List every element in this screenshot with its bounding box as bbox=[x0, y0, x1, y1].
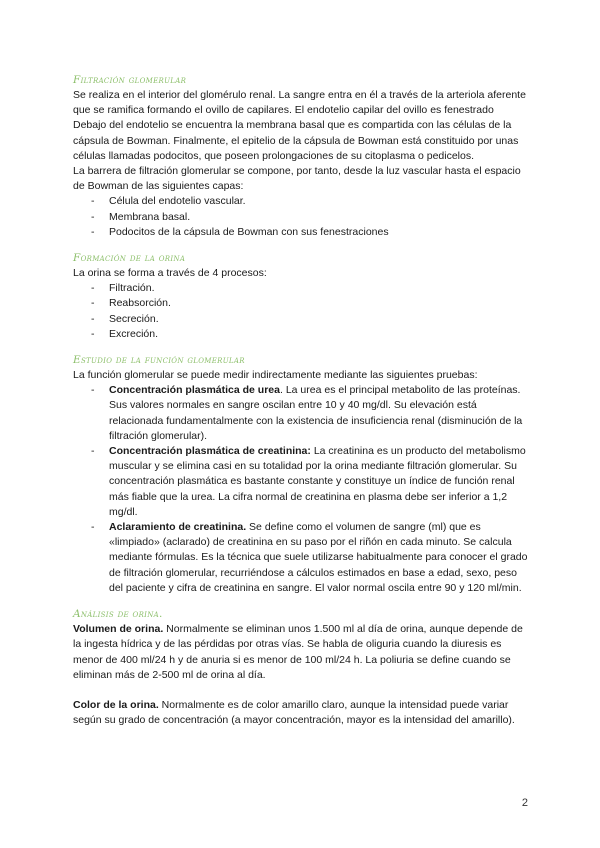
list-item: - Podocitos de la cápsula de Bowman con sus fenestraciones bbox=[73, 225, 531, 240]
paragraph: Se realiza en el interior del glomérulo renal. La sangre entra en él a través de la arteriola aferente que se ramifica formando el ovillo de capilares. El endotelio capilar del ovillo es fenestrado bbox=[73, 89, 526, 117]
list-item bbox=[73, 520, 531, 596]
paragraph: La barrera de filtración glomerular se compone, por tanto, desde la luz vascular hasta el espacio de Bowman de las siguientes capas: bbox=[73, 165, 521, 193]
list-item: - Membrana basal. bbox=[73, 210, 531, 225]
term-creatinina: Concentración plasmática de creatinina: bbox=[109, 445, 311, 458]
section-title-analisis: Análisis de orina. bbox=[73, 608, 163, 621]
list-item: - Reabsorción. bbox=[73, 296, 531, 311]
term-color: Color de la orina. bbox=[73, 698, 159, 711]
term-text: Normalmente es de color amarillo claro, aunque la intensidad puede variar según su grado de concentración (a mayor concentración, mayor es la intensidad del amarillo). bbox=[73, 698, 515, 727]
term-aclaramiento: Aclaramiento de creatinina. bbox=[109, 521, 247, 534]
list-item: - Célula del endotelio vascular. bbox=[73, 194, 531, 209]
list-item bbox=[73, 444, 531, 520]
term-urea: Concentración plasmática de urea bbox=[109, 384, 280, 397]
process-list bbox=[73, 281, 531, 342]
paragraph-volumen bbox=[73, 622, 531, 683]
section-title-estudio: Estudio de la función glomerular bbox=[73, 354, 245, 367]
list-item bbox=[73, 383, 531, 444]
paragraph: La orina se forma a través de 4 procesos: bbox=[73, 267, 267, 280]
term-text: La creatinina es un producto del metabolismo muscular y se elimina casi en su totalidad por la orina mediante filtración glomerular. Su concentración plasmática es bastante constante y constituye un índice de función renal más fiable que la urea. La cifra normal de creatinina en plasma debe ser inferior a 1,2 mg/dl. bbox=[109, 445, 526, 518]
term-text: Se define como el volumen de sangre (ml) que es «limpiado» (aclarado) de creatinina en su paso por el riñón en cada minuto. Se calcula mediante fórmulas. Es la técnica que suele utilizarse habitualmente para conocer el grado de filtración glomerular, recurriéndose a cálculos estimados en base a edad, sexo, peso del paciente y cifra de creatinina en sangre. El valor normal oscila entre 90 y 120 ml/min. bbox=[109, 521, 528, 594]
list-item: - Excreción. bbox=[73, 327, 531, 342]
paragraph: La función glomerular se puede medir indirectamente mediante las siguientes pruebas: bbox=[73, 369, 478, 382]
term-text: Normalmente se eliminan unos 1.500 ml al día de orina, aunque depende de la ingesta hídrica y de las pérdidas por otras vías. Se habla de oliguria cuando la diuresis es menor de 400 ml/24 h y de anuria si es menor de 100 ml/24 h. La poliuria se define cuando se eliminan más de 2-500 ml de orina al día. bbox=[73, 623, 523, 681]
section-title-formacion: Formación de la orina bbox=[73, 252, 186, 265]
document-page bbox=[73, 74, 531, 728]
paragraph-color bbox=[73, 698, 531, 728]
list-item: - Secreción. bbox=[73, 312, 531, 327]
section-title-filtracion: Filtración glomerular bbox=[73, 74, 187, 86]
term-volumen: Volumen de orina. bbox=[73, 623, 164, 636]
tests-list bbox=[73, 383, 531, 596]
term-text: . La urea es el principal metabolito de las proteínas. Sus valores normales en sangre oscilan entre 10 y 40 mg/dl. Su elevación está relacionada fundamentalmente con la existencia de insuficiencia renal (disminución de la filtración glomerular). bbox=[109, 384, 523, 442]
list-item: - Filtración. bbox=[73, 281, 531, 296]
layers-list bbox=[73, 194, 531, 240]
paragraph: Debajo del endotelio se encuentra la membrana basal que es compartida con las células de la cápsula de Bowman. Finalmente, el epitelio de la cápsula de Bowman está constituido por unas células llamadas podocitos, que poseen prolongaciones de su citoplasma o pedicelos. bbox=[73, 119, 519, 162]
page-number: 2 bbox=[521, 797, 528, 809]
